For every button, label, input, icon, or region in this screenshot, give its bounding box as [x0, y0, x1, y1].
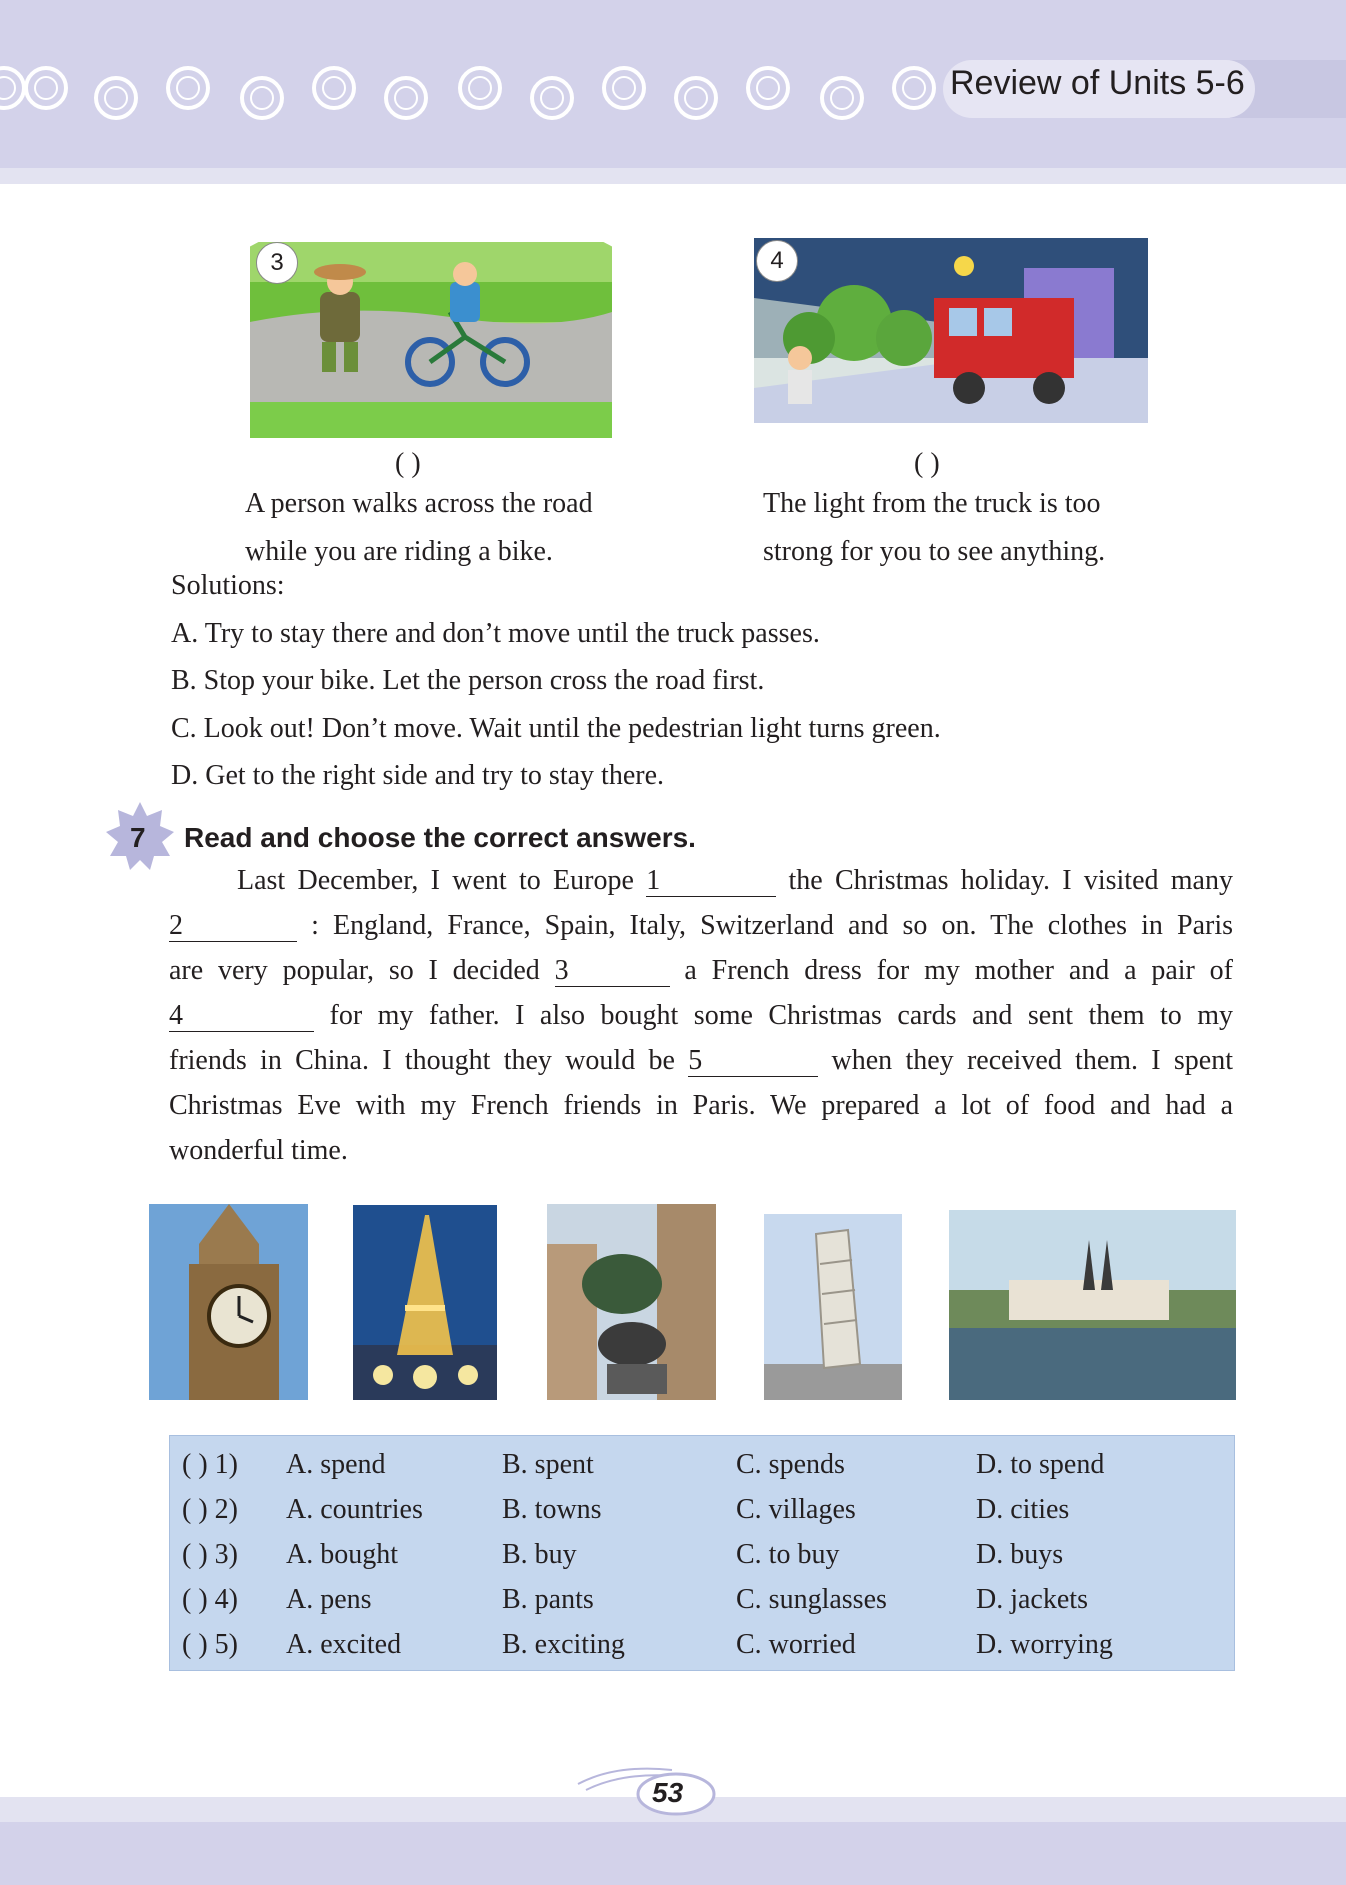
picture-4-number: 4: [756, 240, 798, 282]
passage-line-4: [169, 1000, 1233, 1032]
question-2-option-c[interactable]: C. villages: [736, 1494, 856, 1525]
solution-c: C. Look out! Don’t move. Wait until the pedestrian light turns green.: [171, 713, 941, 744]
passage-text: a French dress for my mother and a pair of: [684, 955, 1233, 986]
passage-text: : England, France, Spain, Italy, Switzerland and so on. The clothes in Paris: [311, 910, 1234, 941]
passage-text: are very popular, so I decided: [169, 955, 540, 986]
question-2-label: ( ) 2): [182, 1494, 238, 1525]
question-5-option-a[interactable]: A. excited: [286, 1629, 402, 1660]
lucerne-lake-photo: [949, 1210, 1236, 1400]
picture-3-illustration: [250, 242, 612, 438]
blank-3: 3: [555, 957, 670, 987]
question-2-option-b[interactable]: B. towns: [502, 1494, 602, 1525]
picture-4-answer-brackets: ( ): [914, 448, 940, 479]
blank-1: 1: [646, 867, 776, 897]
picture-4-caption-line1: The light from the truck is too: [763, 488, 1101, 519]
solution-d: D. Get to the right side and try to stay there.: [171, 760, 664, 791]
eiffel-tower-photo: [353, 1205, 497, 1400]
section-7-number: 7: [130, 822, 146, 853]
question-1-option-d[interactable]: D. to spend: [976, 1449, 1105, 1480]
picture-3-number: 3: [256, 242, 298, 284]
question-4-option-a[interactable]: A. pens: [286, 1584, 372, 1615]
blank-4: 4: [169, 1002, 314, 1032]
question-1-option-b[interactable]: B. spent: [502, 1449, 594, 1480]
passage-line-1: [237, 865, 1233, 897]
leaning-tower-pisa-photo: [764, 1214, 902, 1400]
footer-band: [0, 1822, 1346, 1885]
header-strip: [0, 168, 1346, 184]
question-5-option-d[interactable]: D. worrying: [976, 1629, 1113, 1660]
picture-4-caption-line2: strong for you to see anything.: [763, 536, 1106, 567]
question-3-label: ( ) 3): [182, 1539, 238, 1570]
question-4-option-d[interactable]: D. jackets: [976, 1584, 1088, 1615]
solutions-heading: Solutions:: [171, 570, 285, 601]
passage-line-6: [169, 1090, 1233, 1122]
question-2-option-d[interactable]: D. cities: [976, 1494, 1070, 1525]
picture-4-illustration: [754, 238, 1148, 423]
question-1-label: ( ) 1): [182, 1449, 238, 1480]
question-2-option-a[interactable]: A. countries: [286, 1494, 423, 1525]
passage-text: Last December, I went to Europe: [237, 865, 634, 896]
passage-line-7: [169, 1135, 348, 1167]
passage-line-2: [169, 910, 1233, 942]
passage-line-3: [169, 955, 1233, 987]
passage-text: Christmas Eve with my French friends in Paris. We prepared a lot of food and had a: [169, 1090, 1233, 1121]
big-ben-photo: [149, 1204, 308, 1400]
solution-b: B. Stop your bike. Let the person cross the road first.: [171, 665, 765, 696]
passage-text: wonderful time.: [169, 1135, 348, 1166]
question-5-label: ( ) 5): [182, 1629, 238, 1660]
blank-2: 2: [169, 912, 297, 942]
blank-5: 5: [688, 1047, 818, 1077]
picture-3-caption-line2: while you are riding a bike.: [245, 536, 553, 567]
question-1-option-c[interactable]: C. spends: [736, 1449, 845, 1480]
truck-night-illustration: [754, 238, 1148, 423]
question-4-option-c[interactable]: C. sunglasses: [736, 1584, 887, 1615]
passage-text: the Christmas holiday. I visited many: [788, 865, 1233, 896]
madrid-bear-statue-photo: [547, 1204, 716, 1400]
section-7-title: Read and choose the correct answers.: [184, 822, 696, 853]
picture-3-caption-line1: A person walks across the road: [245, 488, 593, 519]
cyclist-pedestrian-illustration: [250, 242, 612, 438]
question-3-option-d[interactable]: D. buys: [976, 1539, 1064, 1570]
header-ring-decoration: [0, 0, 940, 130]
passage-text: for my father. I also bought some Christmas cards and sent them to my: [329, 1000, 1234, 1031]
page-number: 53: [652, 1777, 684, 1808]
question-4-option-b[interactable]: B. pants: [502, 1584, 594, 1615]
passage-text: when they received them. I spent: [831, 1045, 1234, 1076]
passage-line-5: [169, 1045, 1233, 1077]
solution-a: A. Try to stay there and don’t move until the truck passes.: [171, 618, 820, 649]
question-3-option-c[interactable]: C. to buy: [736, 1539, 840, 1570]
question-4-label: ( ) 4): [182, 1584, 238, 1615]
page-number-swoosh: [576, 1756, 716, 1816]
passage-text: friends in China. I thought they would be: [169, 1045, 675, 1076]
question-5-option-b[interactable]: B. exciting: [502, 1629, 625, 1660]
question-1-option-a[interactable]: A. spend: [286, 1449, 386, 1480]
picture-3-answer-brackets: ( ): [395, 448, 421, 479]
unit-title: Review of Units 5-6: [950, 64, 1245, 102]
question-3-option-a[interactable]: A. bought: [286, 1539, 398, 1570]
question-5-option-c[interactable]: C. worried: [736, 1629, 856, 1660]
question-3-option-b[interactable]: B. buy: [502, 1539, 577, 1570]
